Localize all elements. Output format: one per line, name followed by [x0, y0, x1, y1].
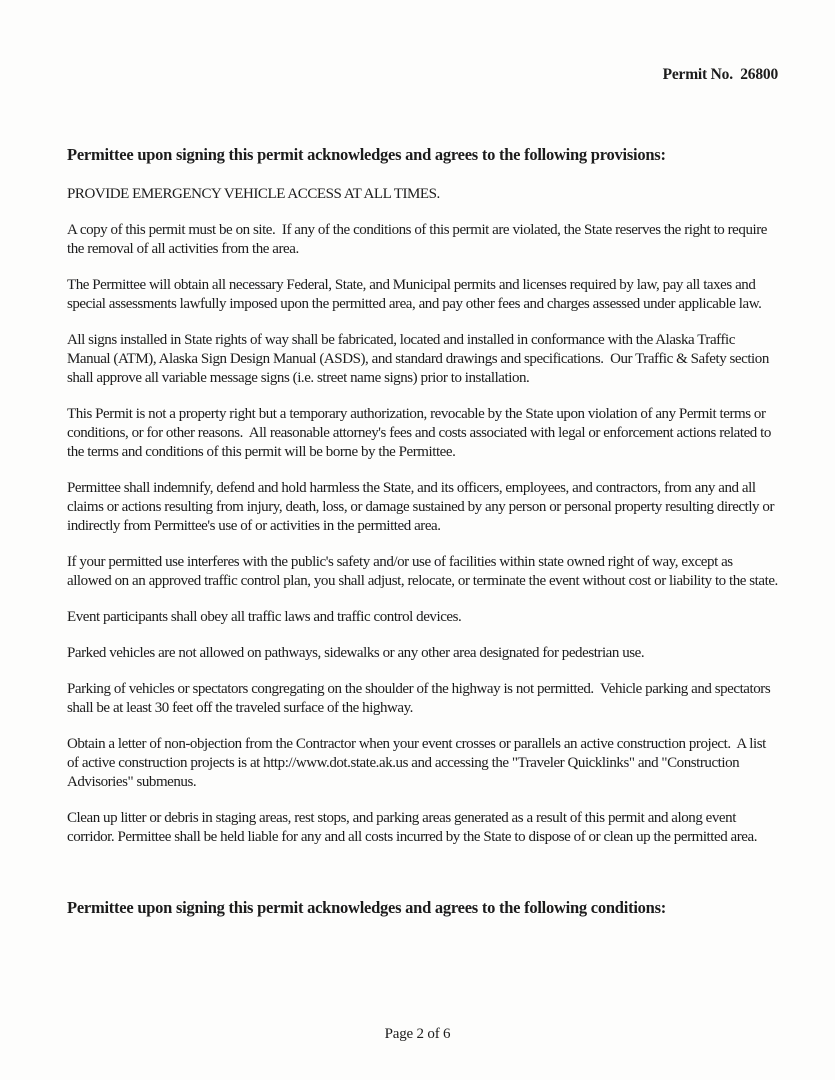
- para-non-objection-letter: Obtain a letter of non-objection from the Contractor when your event crosses or parallels an active construction project. A list of active construction projects is at http://www.dot.state.ak.us and accessing the "Traveler Quicklinks" and "Construction Advisories" submenus.: [67, 736, 770, 790]
- para-traffic-laws: Event participants shall obey all traffic laws and traffic control devices.: [67, 609, 462, 625]
- para-parked-vehicles: Parked vehicles are not allowed on pathways, sidewalks or any other area designated for pedestrian use.: [67, 645, 645, 661]
- conditions-heading: Permittee upon signing this permit acknowledges and agrees to the following conditions:: [67, 898, 666, 917]
- document-body: [67, 144, 779, 918]
- provisions-heading: Permittee upon signing this permit acknowledges and agrees to the following provisions:: [67, 145, 666, 164]
- permit-number: Permit No. 26800: [662, 66, 778, 83]
- para-shoulder-parking: Parking of vehicles or spectators congregating on the shoulder of the highway is not permitted. Vehicle parking and spectators shall be at least 30 feet off the traveled surface of the highway.: [67, 681, 774, 716]
- page-number: Page 2 of 6: [384, 1026, 451, 1042]
- para-signs-conformance: All signs installed in State rights of way shall be fabricated, located and installed in conformance with the Alaska Traffic Manual (ATM), Alaska Sign Design Manual (ASDS), and standard drawings and specifications. Our Traffic & Safety section shall approve all variable message signs (i.e. street name signs) prior to installation.: [67, 332, 773, 386]
- para-copy-on-site: A copy of this permit must be on site. If any of the conditions of this permit are violated, the State reserves the right to require the removal of all activities from the area.: [67, 222, 771, 257]
- para-public-safety: If your permitted use interferes with the public's safety and/or use of facilities within state owned right of way, except as allowed on an approved traffic control plan, you shall adjust, relocate, or terminate the event without cost or liability to the state.: [67, 554, 778, 589]
- para-emergency-access: PROVIDE EMERGENCY VEHICLE ACCESS AT ALL TIMES.: [67, 186, 440, 202]
- para-permits-licenses: The Permittee will obtain all necessary Federal, State, and Municipal permits and licenses required by law, pay all taxes and special assessments lawfully imposed upon the permitted area, and pay other fees and charges assessed under applicable law.: [67, 277, 762, 312]
- para-clean-up: Clean up litter or debris in staging areas, rest stops, and parking areas generated as a result of this permit and along event corridor. Permittee shall be held liable for any and all costs incurred by the State to dispose of or clean up the permitted area.: [67, 810, 758, 845]
- para-temporary-authorization: This Permit is not a property right but a temporary authorization, revocable by the State upon violation of any Permit terms or conditions, or for other reasons. All reasonable attorney's fees and costs associated with legal or enforcement actions related to the terms and conditions of this permit will be borne by the Permittee.: [67, 406, 775, 460]
- para-indemnify: Permittee shall indemnify, defend and hold harmless the State, and its officers, employees, and contractors, from any and all claims or actions resulting from injury, death, loss, or damage sustained by any person or personal property resulting directly or indirectly from Permittee's use of or activities in the permitted area.: [67, 480, 778, 534]
